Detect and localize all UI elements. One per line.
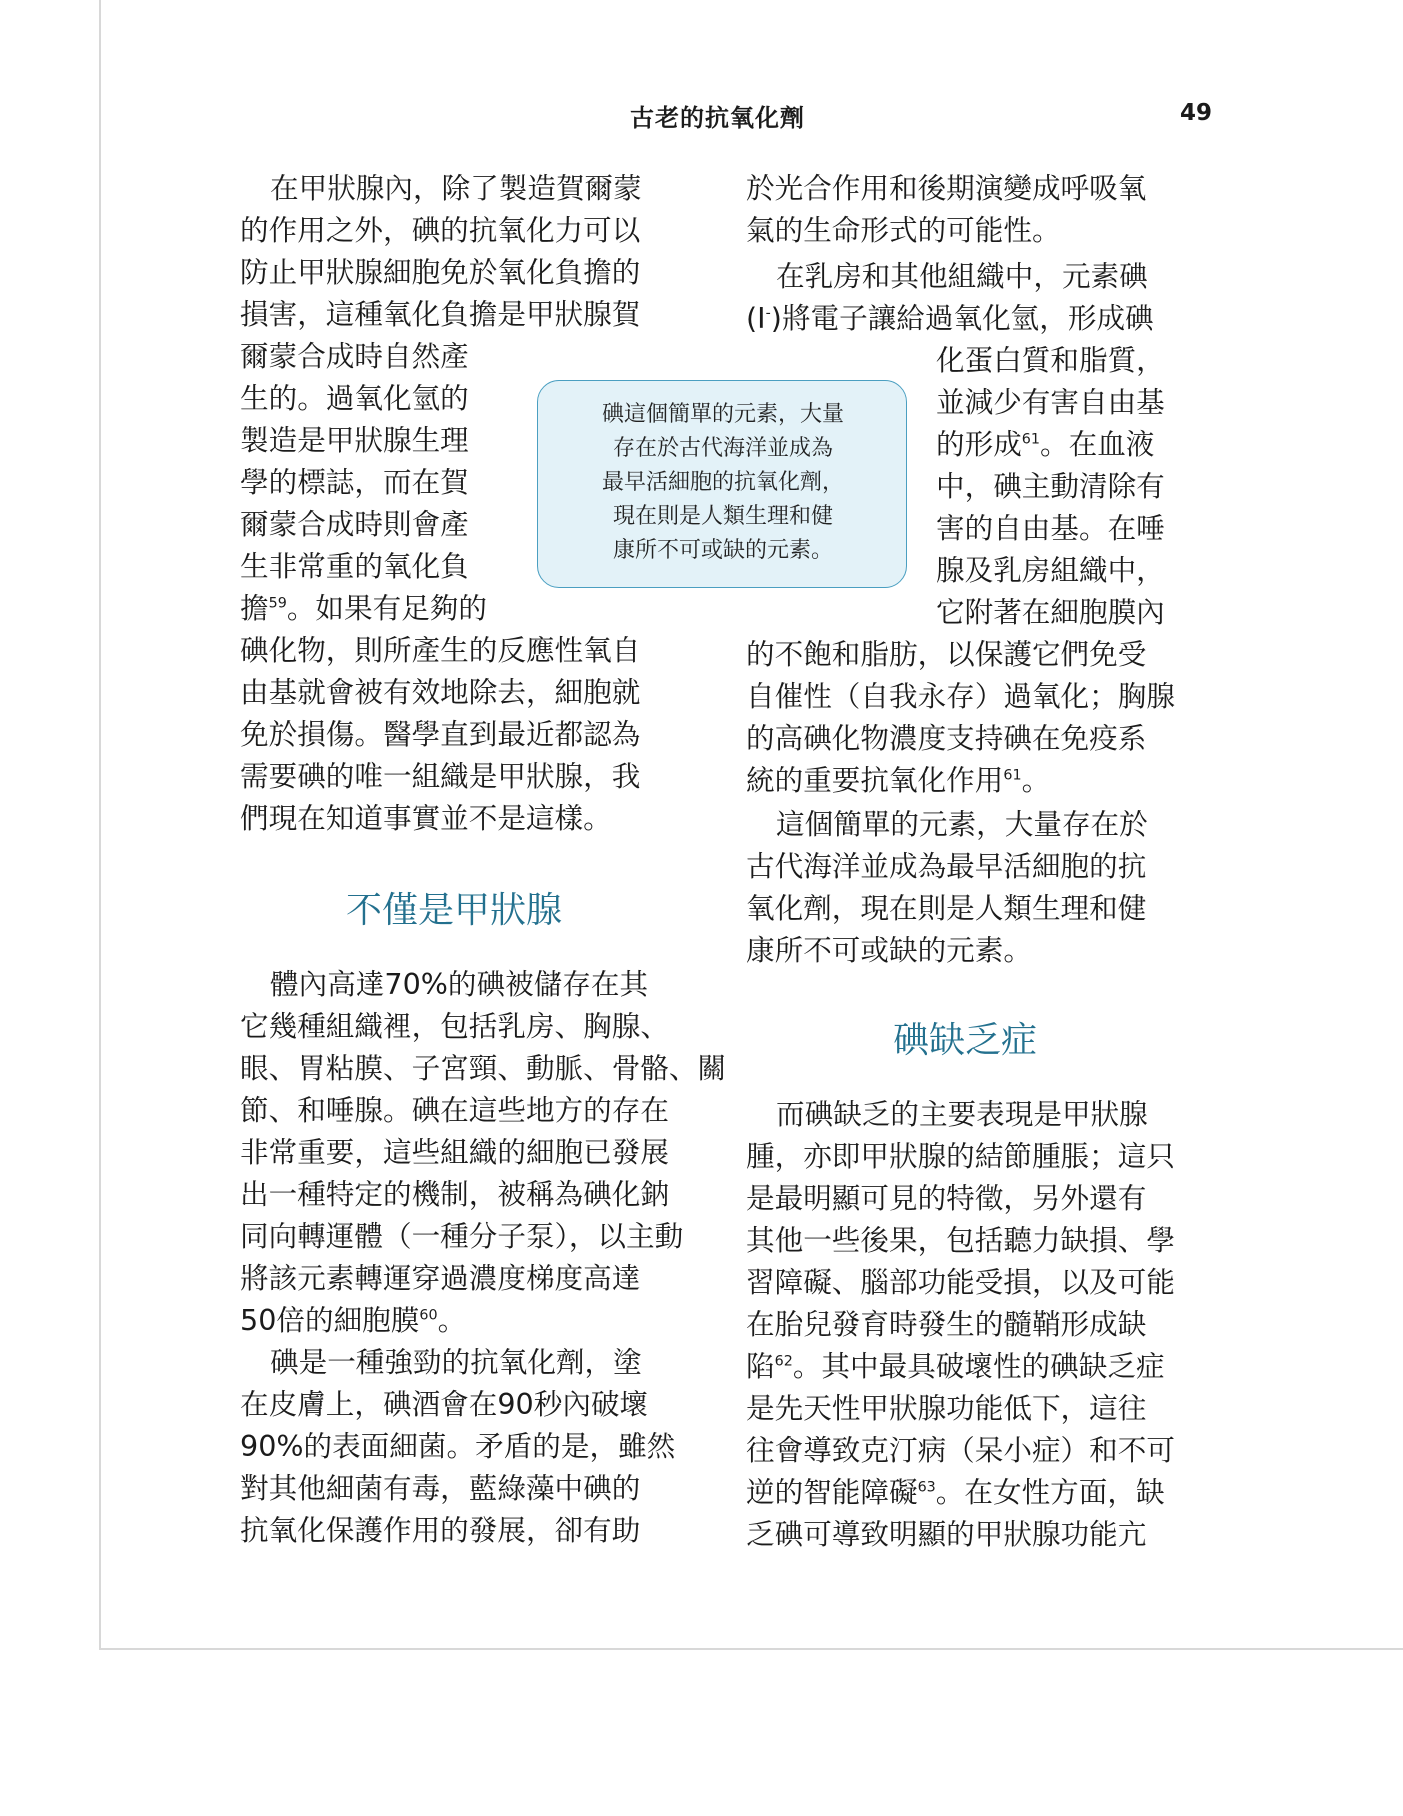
text-line: 擔$^{59}$。如果有足夠的 [240, 591, 487, 625]
text-line: 對其他細菌有毒，藍綠藻中碘的 [240, 1471, 641, 1505]
pull-quote-line: 現在則是人類生理和健 [612, 504, 833, 529]
text-line: 並減少有害自由基 [936, 385, 1165, 419]
text-line: 由基就會被有效地除去，細胞就 [240, 675, 641, 709]
text-line: 爾蒙合成時自然產 [240, 339, 469, 373]
text-line: 腺及乳房組織中， [936, 553, 1165, 587]
text-line: 學的標誌，而在賀 [240, 465, 469, 499]
pull-quote-line: 碘這個簡單的元素，大量 [601, 402, 844, 427]
text-line: 50倍的細胞膜$^{60}$。 [240, 1303, 467, 1337]
text-line: 在乳房和其他組織中，元素碘 [776, 259, 1148, 293]
footnote-ref-60: 60 [419, 1307, 438, 1324]
text-line: 其他一些後果，包括聽力缺損、學 [746, 1223, 1175, 1257]
text-line: (I-)將電子讓給過氧化氫，形成碘 [746, 301, 1154, 335]
text-line: 碘化物，則所產生的反應性氧自 [240, 633, 641, 667]
text-line: 非常重要，這些組織的細胞已發展 [240, 1135, 669, 1169]
text-line: 統的重要抗氧化作用$^{61}$。 [746, 763, 1051, 797]
text-line: 害的自由基。在唾 [936, 511, 1165, 545]
text-line: 習障礙、腦部功能受損，以及可能 [746, 1265, 1175, 1299]
text-line: 而碘缺乏的主要表現是甲狀腺 [776, 1097, 1148, 1131]
text-line: 出一種特定的機制，被稱為碘化鈉 [240, 1177, 669, 1211]
text-line: 爾蒙合成時則會產 [240, 507, 469, 541]
text-line: 是最明顯可見的特徵，另外還有 [746, 1181, 1147, 1215]
text-line: 是先天性甲狀腺功能低下，這往 [746, 1391, 1147, 1425]
text-line: 自催性（自我永存）過氧化；胸腺 [746, 679, 1175, 713]
text-line: 防止甲狀腺細胞免於氧化負擔的 [240, 255, 641, 289]
text-line: 於光合作用和後期演變成呼吸氧 [746, 171, 1147, 205]
text-line: 乏碘可導致明顯的甲狀腺功能亢 [746, 1517, 1147, 1551]
text-line: 免於損傷。醫學直到最近都認為 [240, 717, 641, 751]
text-line: 往會導致克汀病（呆小症）和不可 [746, 1433, 1175, 1467]
text-line: 的形成$^{61}$。在血液 [936, 427, 1155, 461]
footnote-ref-61: 61 [1021, 431, 1040, 448]
pull-quote-line: 存在於古代海洋並成為 [612, 436, 833, 461]
text-line: 的高碘化物濃度支持碘在免疫系 [746, 721, 1147, 755]
footnote-ref-63: 63 [917, 1479, 936, 1496]
text-line: 康所不可或缺的元素。 [746, 933, 1032, 967]
text-line: 同向轉運體（一種分子泵），以主動 [240, 1219, 684, 1253]
text-line: 損害，這種氧化負擔是甲狀腺賀 [240, 297, 641, 331]
scan-edge-bottom [99, 1648, 1403, 1650]
text-line: 它附著在細胞膜內 [936, 595, 1165, 629]
text-line: 氣的生命形式的可能性。 [746, 213, 1061, 247]
footnote-ref-61: 61 [1003, 767, 1022, 784]
text-line: 在胎兒發育時發生的髓鞘形成缺 [746, 1307, 1147, 1341]
text-line: 製造是甲狀腺生理 [240, 423, 469, 457]
pull-quote-box [537, 380, 907, 588]
text-line: 90%的表面細菌。矛盾的是，雖然 [240, 1429, 676, 1463]
text-line: 需要碘的唯一組織是甲狀腺，我 [240, 759, 641, 793]
text-line: 逆的智能障礙$^{63}$。在女性方面，缺 [746, 1475, 1165, 1509]
text-line: 古代海洋並成為最早活細胞的抗 [746, 849, 1147, 883]
text-line: 們現在知道事實並不是這樣。 [240, 801, 612, 835]
text-line: 的作用之外，碘的抗氧化力可以 [240, 213, 641, 247]
pull-quote-line: 康所不可或缺的元素。 [612, 538, 833, 563]
text-line: 抗氧化保護作用的發展，卻有助 [240, 1513, 641, 1547]
iodide-charge: - [765, 305, 771, 322]
text-line: 眼、胃粘膜、子宮頸、動脈、骨骼、關 [240, 1051, 727, 1085]
running-header-title: 古老的抗氧化劑 [630, 104, 805, 132]
section-heading: 不僅是甲狀腺 [346, 890, 563, 931]
section-heading: 碘缺乏症 [893, 1020, 1038, 1061]
text-line: 中，碘主動清除有 [936, 469, 1165, 503]
text-line: 它幾種組織裡，包括乳房、胸腺、 [240, 1009, 669, 1043]
text-line: 這個簡單的元素，大量存在於 [776, 807, 1148, 841]
page-number: 49 [1180, 100, 1213, 126]
text-line: 節、和唾腺。碘在這些地方的存在 [240, 1093, 669, 1127]
text-line: 腫，亦即甲狀腺的結節腫脹；這只 [746, 1139, 1175, 1173]
text-line: 生非常重的氧化負 [240, 549, 469, 583]
text-line: 將該元素轉運穿過濃度梯度高達 [240, 1261, 641, 1295]
footnote-ref-59: 59 [268, 595, 287, 612]
text-line: 化蛋白質和脂質， [936, 343, 1165, 377]
pull-quote-line: 最早活細胞的抗氧化劑， [601, 470, 844, 495]
text-line: 在甲狀腺內，除了製造賀爾蒙 [270, 171, 642, 205]
text-line: 在皮膚上，碘酒會在90秒內破壞 [240, 1387, 649, 1421]
text-line: 體內高達70%的碘被儲存在其 [270, 967, 649, 1001]
text-line: 的不飽和脂肪，以保護它們免受 [746, 637, 1147, 671]
text-line: 碘是一種強勁的抗氧化劑，塗 [270, 1345, 642, 1379]
text-line: 生的。過氧化氫的 [240, 381, 469, 415]
scan-edge-left [99, 0, 101, 1650]
footnote-ref-62: 62 [774, 1353, 793, 1370]
text-line: 陷$^{62}$。其中最具破壞性的碘缺乏症 [746, 1349, 1165, 1383]
text-line: 氧化劑，現在則是人類生理和健 [746, 891, 1147, 925]
